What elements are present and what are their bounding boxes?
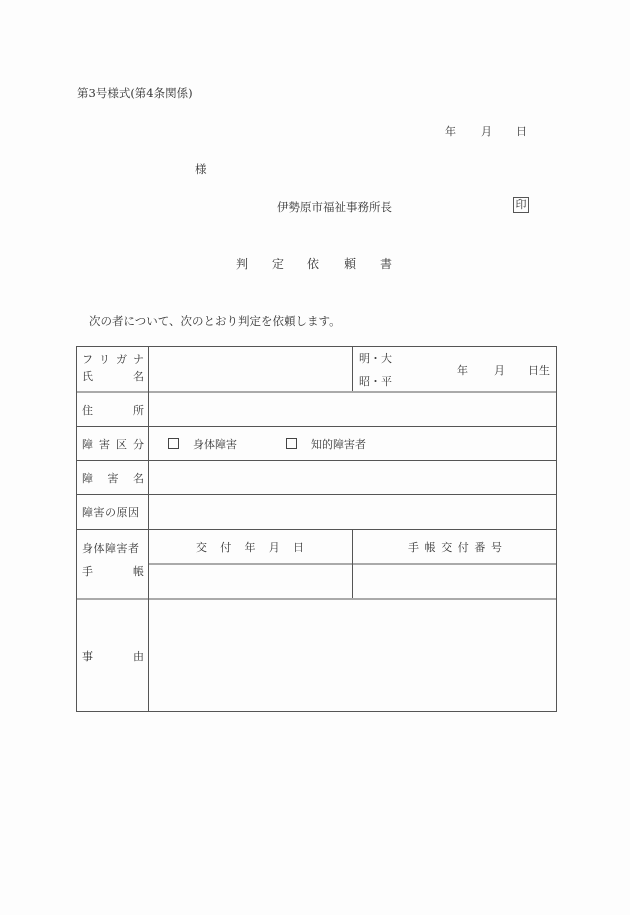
header-char: 付 [457, 540, 469, 554]
address-label [82, 393, 144, 426]
disability-name-label [82, 461, 144, 494]
reason-label [82, 600, 144, 711]
address-input[interactable] [150, 393, 555, 425]
label-char: 害 [99, 437, 110, 451]
title-char: 依 [307, 257, 320, 271]
table-border-right [556, 346, 557, 712]
label-char: 所 [133, 403, 144, 417]
handbook-label-bottom [82, 564, 144, 578]
addressee-suffix: 様 [195, 162, 207, 176]
era-options-top[interactable]: 明・大 [359, 352, 392, 365]
label-char: 名 [133, 370, 144, 383]
cause-label: 障害の原因 [82, 506, 140, 519]
label-char: リ [99, 353, 110, 366]
physical-disability-label: 身体障害 [193, 437, 237, 451]
sender-office: 伊勢原市福祉事務所長 [277, 200, 392, 214]
disability-name-input[interactable] [150, 462, 555, 493]
name-label [82, 369, 144, 383]
birth-column-divider [352, 346, 353, 391]
label-char: ナ [133, 353, 144, 366]
label-char: フ [82, 353, 93, 366]
name-input[interactable] [150, 348, 351, 390]
header-char: 付 [220, 540, 232, 554]
label-char: 由 [133, 649, 144, 663]
title-char: 頼 [344, 257, 357, 271]
header-char: 月 [268, 540, 280, 554]
date-month-label: 月 [481, 125, 492, 138]
birth-month-label: 月 [494, 364, 505, 377]
physical-disability-checkbox[interactable] [168, 438, 179, 449]
birth-year-label: 年 [457, 364, 468, 377]
label-char: 害 [107, 471, 119, 485]
label-char: 名 [133, 471, 144, 485]
label-char: 障 [82, 437, 93, 451]
header-char: 手 [408, 540, 419, 554]
label-char: 氏 [82, 370, 93, 383]
form-reference: 第3号様式(第4条関係) [77, 86, 193, 100]
label-char: 帳 [133, 565, 144, 578]
category-label [82, 427, 144, 460]
era-options-bottom[interactable]: 昭・平 [359, 375, 392, 388]
birth-day-label: 日生 [528, 364, 550, 377]
header-char: 交 [196, 540, 207, 554]
handbook-number-input[interactable] [354, 565, 555, 597]
header-char: 帳 [424, 540, 436, 554]
header-char: 交 [441, 540, 453, 554]
date-day-label: 日 [516, 125, 527, 138]
intro-text: 次の者について、次のとおり判定を依頼します。 [89, 314, 341, 328]
seal-mark: 印 [513, 197, 529, 213]
label-char: 障 [82, 471, 93, 485]
intellectual-disability-checkbox[interactable] [286, 438, 297, 449]
handbook-number-header [408, 530, 502, 563]
label-char: ガ [116, 353, 127, 366]
header-char: 番 [474, 540, 486, 554]
header-char: 日 [293, 540, 304, 554]
intellectual-disability-label: 知的障害者 [311, 437, 366, 451]
handbook-label-top: 身体障害者 [82, 542, 140, 555]
label-char: 区 [116, 437, 127, 451]
handbook-column-divider [352, 529, 353, 598]
cause-input[interactable] [150, 496, 555, 528]
label-column-divider [148, 346, 149, 712]
label-char: 手 [82, 565, 93, 578]
label-char: 分 [133, 437, 144, 451]
furigana-label [82, 352, 144, 366]
reason-input[interactable] [150, 600, 555, 710]
label-char: 事 [82, 649, 93, 663]
issue-date-input[interactable] [150, 565, 351, 597]
issue-date-header [196, 530, 304, 563]
title-char: 判 [236, 257, 249, 271]
title-char: 定 [272, 257, 285, 271]
header-char: 年 [244, 540, 256, 554]
physical-disability-option[interactable] [168, 427, 237, 460]
date-year-label: 年 [445, 125, 456, 138]
header-char: 号 [490, 540, 502, 554]
table-border-left [76, 346, 77, 712]
title-char: 書 [380, 257, 393, 271]
intellectual-disability-option[interactable] [286, 427, 366, 460]
label-char: 住 [82, 403, 93, 417]
